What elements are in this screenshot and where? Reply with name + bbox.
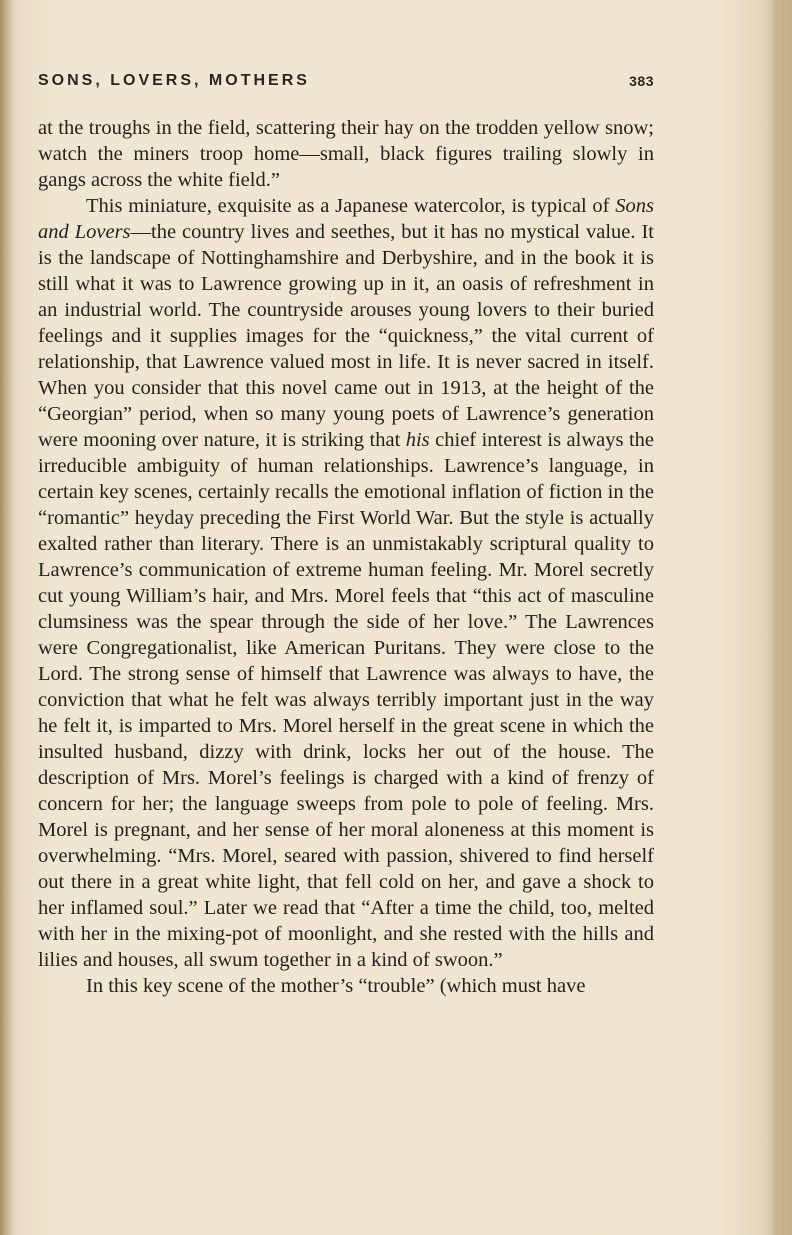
book-gutter-shadow — [0, 0, 14, 1235]
paragraph-final: In this key scene of the mother’s “trouble” (which must have — [86, 975, 586, 997]
running-title: SONS, LOVERS, MOTHERS — [38, 72, 310, 89]
paragraph-main — [38, 193, 654, 973]
paragraph-text-b: chief interest is always the irreducible ambiguity of human relationships. Lawrence’s language, in certain key scenes, certainly recalls the emotional inflation of fiction in the “romantic” heyday preceding the First World War. But the style is actually exalted rather than literary. There is an unmistakably scriptural quality to Lawrence’s communication of extreme human feeling. Mr. Morel secretly cut young William’s hair, and Mrs. Morel feels that “this act of masculine clumsiness was the spear through the side of her love.” The Lawrences were Congregationalist, like American Puritans. They were close to the Lord. The strong sense of himself that Lawrence was always to have, the conviction that what he felt was always terribly important just in the way he felt it, is imparted to Mrs. Morel herself in the great scene in which the insulted husband, dizzy with drink, locks her out of the house. The description of Mrs. Morel’s feelings is charged with a kind of frenzy of concern for her; the language sweeps from pole to pole of feeling. Mrs. Morel is pregnant, and her sense of her moral aloneness at this moment is overwhelming. “Mrs. Morel, seared with passion, shivered to find herself out there in a great white light, that fell cold on her, and gave a shock to her inflamed soul.” Later we read that “After a time the child, too, melted with her in the mixing-pot of moonlight, and she rested with the hills and lilies and houses, all swum together in a kind of swoon.” — [38, 429, 654, 971]
paragraph-text-a: —the country lives and seethes, but it has no mystical value. It is the landscape of Nottinghamshire and Derbyshire, and in the book it is still what it was to Lawrence growing up in it, an oasis of refreshment in an industrial world. The countryside arouses young lovers to their buried feelings and it supplies images for the “quickness,” the vital current of relationship, that Lawrence valued most in life. It is never sacred in itself. When you consider that this novel came out in 1913, at the height of the “Georgian” period, when so many young poets of Lawrence’s generation were mooning over nature, it is striking that — [38, 221, 654, 451]
book-title-italic: Sons and Lovers — [38, 195, 654, 243]
page-edges — [774, 0, 792, 1235]
emphasis-italic: his — [405, 429, 430, 451]
page-number: 383 — [629, 73, 654, 89]
paragraph-lead-in: This miniature, exquisite as a Japanese watercolor, is typical of — [86, 195, 616, 217]
body-text — [38, 115, 654, 999]
running-header — [38, 72, 654, 96]
paragraph-continued: at the troughs in the field, scattering their hay on the trodden yellow snow; watch the miners troop home—small, black figures trailing slowly in gangs across the white field.” — [38, 117, 654, 191]
